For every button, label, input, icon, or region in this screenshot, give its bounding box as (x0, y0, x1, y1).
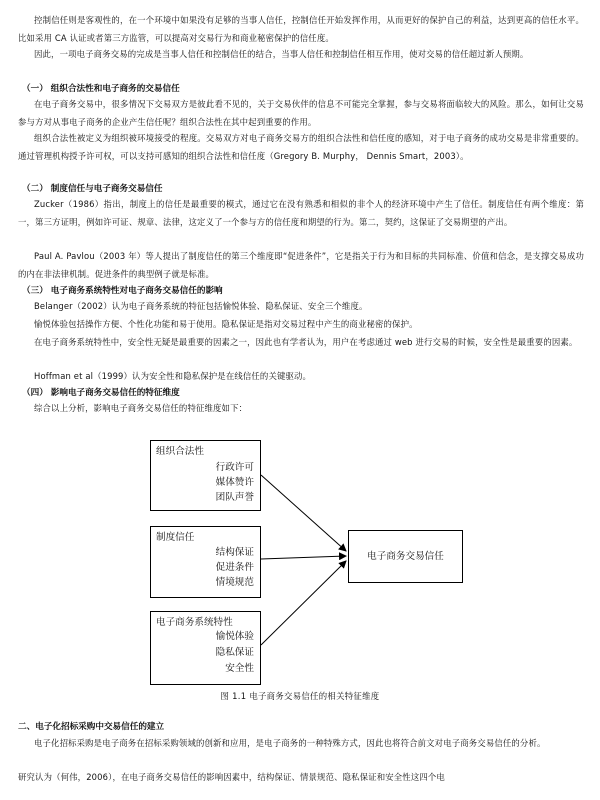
chapter-heading: 二、电子化招标采购中交易信任的建立 (18, 722, 165, 732)
diagram-box-institutional-trust (150, 526, 261, 598)
diagram-box-title: 组织合法性 (156, 446, 204, 457)
diagram-box-item: 行政许可 (215, 462, 254, 473)
diagram-box-ecommerce-trust (348, 530, 463, 583)
paragraph-system-features-2: 愉悦体验包括操作方便、个性化功能和易于使用。隐私保证是指对交易过程中产生的商业秘密的保护。 (34, 319, 418, 329)
diagram-target-label: 电子商务交易信任 (367, 550, 444, 562)
paragraph-org-legitimacy-1: 在电子商务交易中，很多情况下交易双方是彼此看不见的，关于交易伙伴的信息不可能完全掌握，参与交易将面临较大的风险。那么，如何让交易参与方对从事电子商务的企业产生信任呢？组织合法性在其中起到重要的作用。 (18, 99, 584, 127)
diagram-box-system-features (150, 611, 261, 685)
section-heading-1: （一） 组织合法性和电子商务的交易信任 (22, 84, 180, 94)
paragraph-dimensions-intro: 综合以上分析，影响电子商务交易信任的特征维度如下： (34, 403, 248, 413)
diagram-box-item: 愉悦体验 (215, 631, 254, 642)
paragraph-system-features-3: 在电子商务系统特性中，安全性无疑是最重要的因素之一，因此也有学者认为，用户在考虑通过 web 进行交易的时候，安全性是最重要的因素。 (34, 337, 578, 347)
diagram-box-item: 媒体赞许 (215, 477, 254, 488)
section-heading-3: （三） 电子商务系统特性对电子商务交易信任的影响 (22, 286, 223, 296)
section-heading-2: （二） 制度信任与电子商务交易信任 (22, 184, 163, 194)
diagram-box-item: 结构保证 (215, 547, 254, 558)
diagram-arrow-2 (261, 556, 346, 559)
diagram-box-item: 情境规范 (215, 577, 254, 588)
diagram-arrow-1 (261, 475, 346, 551)
paragraph-system-features-4: Hoffman et al（1999）认为安全性和隐私保护是在线信任的关键驱动。 (34, 371, 312, 381)
diagram-arrow-3 (261, 561, 346, 645)
diagram-box-org-legitimacy (150, 440, 261, 511)
diagram-box-item: 隐私保证 (215, 647, 254, 658)
paragraph-institutional-trust-2: Paul A. Pavlou（2003 年）等人提出了制度信任的第三个维度即“促进条件”，它是指关于行为和目标的共同标准、价值和信念，是支撑交易成功的内在非法律机制。促进条件的典型例子就是标准。 (18, 251, 584, 279)
diagram-box-item: 安全性 (225, 663, 254, 674)
paragraph-trust-combination: 因此，一项电子商务交易的完成是当事人信任和控制信任的结合，当事人信任和控制信任相互作用，使对交易的信任超过新人预期。 (34, 49, 529, 59)
diagram-box-title: 电子商务系统特性 (156, 617, 233, 628)
paragraph-system-features-1: Belanger（2002）认为电子商务系统的特征包括愉悦体验、隐私保证、安全三个维度。 (34, 301, 368, 311)
section-heading-4: （四） 影响电子商务交易信任的特征维度 (22, 388, 180, 398)
diagram-box-item: 团队声誉 (215, 492, 254, 503)
diagram-box-item: 促进条件 (215, 562, 254, 573)
paragraph-e-procurement: 电子化招标采购是电子商务在招标采购领域的创新和应用，是电子商务的一种特殊方式，因此也将符合前文对电子商务交易信任的分析。 (34, 738, 546, 748)
paragraph-org-legitimacy-2: 组织合法性被定义为组织被环境接受的程度。交易双方对电子商务交易方的组织合法性和信任度的感知，对于电子商务的成功交易是非常重要的。通过管理机构授予许可权，可以支持可感知的组织合法性和信任度（Gregory B. Murphy， Dennis Smart，2003）。 (18, 133, 584, 161)
figure-caption: 图 1.1 电子商务交易信任的相关特征维度 (220, 691, 380, 701)
paragraph-research: 研究认为（何伟，2006），在电子商务交易信任的影响因素中，结构保证、情景规范、隐私保证和安全性这四个电 (18, 772, 445, 782)
paragraph-control-trust: 控制信任则是客观性的，在一个环境中如果没有足够的当事人信任，控制信任开始发挥作用，从而更好的保护自己的利益，达到更高的信任水平。比如采用 CA 认证或者第三方监管，可以提高对交易行为和商业秘密保护的信任度。 (18, 15, 584, 43)
paragraph-institutional-trust-1: Zucker（1986）指出，制度上的信任是最重要的模式，通过它在没有熟悉和相似的非个人的经济环境中产生了信任。制度信任有两个维度：第一，第三方证明，例如许可证、规章、法律，这定义了一个参与方的信任度和期望的行为。第二，契约，这保证了交易期望的产出。 (18, 199, 584, 227)
diagram-box-title: 制度信任 (156, 532, 195, 543)
